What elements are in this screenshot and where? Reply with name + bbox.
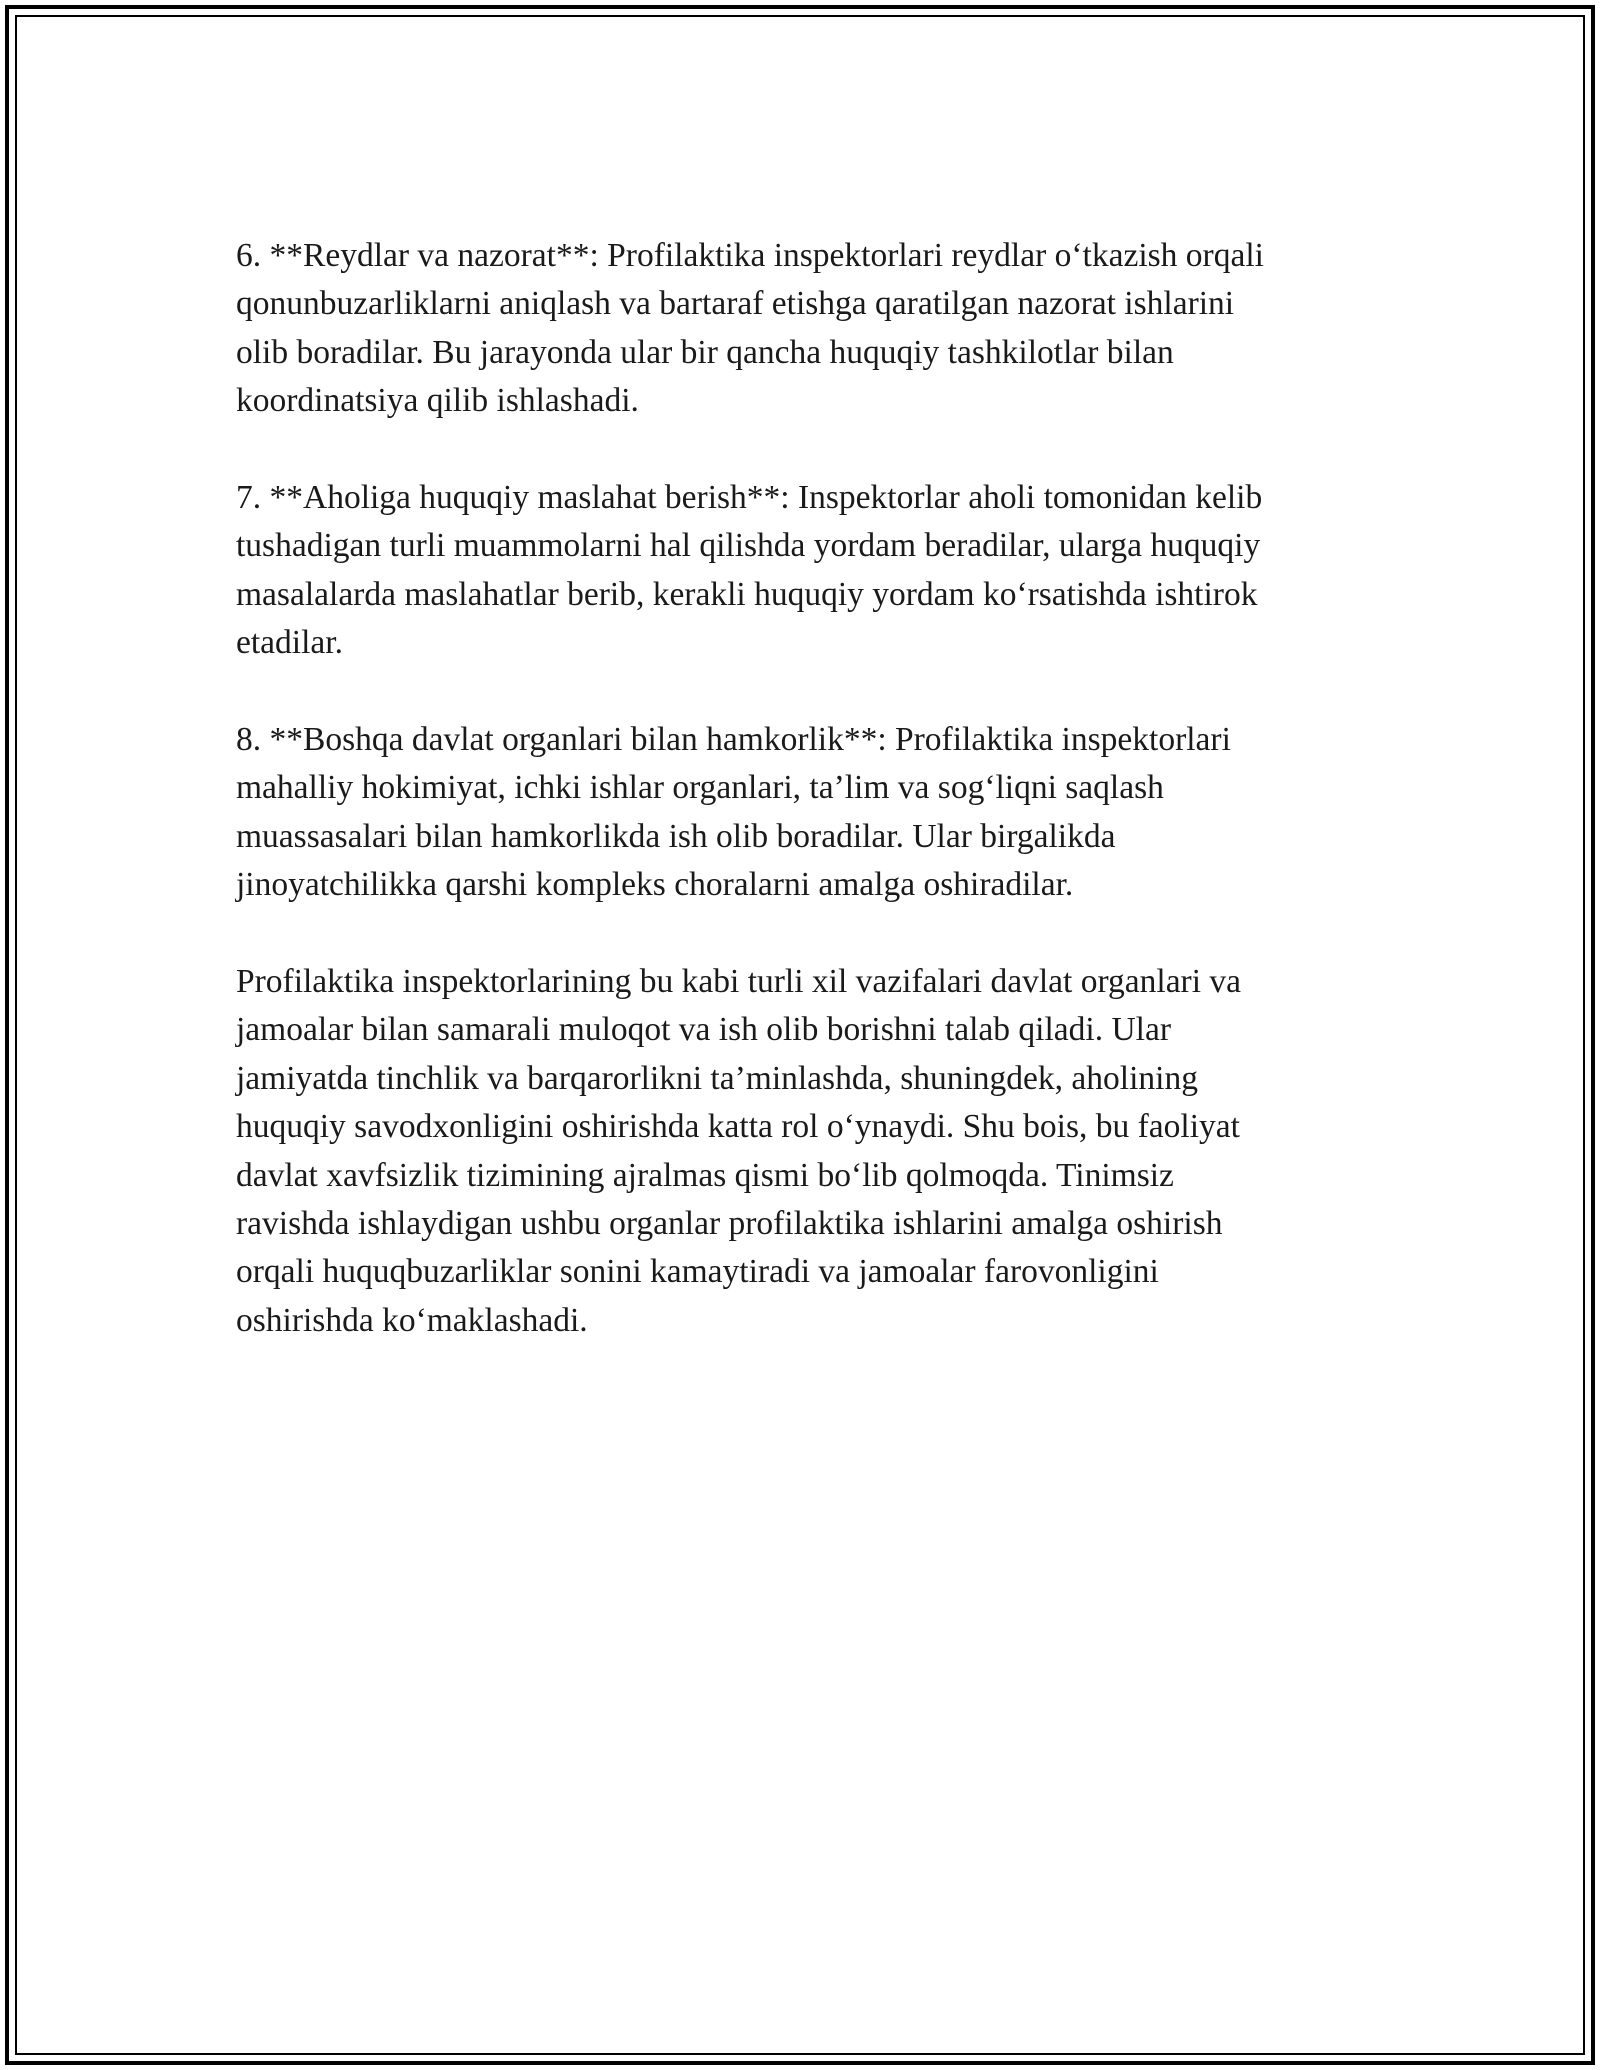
paragraph-raids-and-control bbox=[236, 232, 1386, 426]
paragraph-line: 6. **Reydlar va nazorat**: Profilaktika inspektorlari reydlar o‘tkazish orqali bbox=[236, 237, 1264, 274]
paragraph-line: 7. **Aholiga huquqiy maslahat berish**: Inspektorlar aholi tomonidan kelib bbox=[236, 479, 1263, 517]
paragraph-line: muassasalari bilan hamkorlikda ish olib boradilar. Ular birgalikda bbox=[236, 817, 1116, 855]
paragraph-line: tushadigan turli muammolarni hal qilishda yordam beradilar, ularga huquqiy bbox=[236, 527, 1261, 565]
paragraph-line: huquqiy savodxonligini oshirishda katta rol o‘ynaydi. Shu bois, bu faoliyat bbox=[236, 1108, 1240, 1146]
paragraph-line: masalalarda maslahatlar berib, kerakli huquqiy yordam ko‘rsatishda ishtirok bbox=[236, 575, 1258, 613]
paragraph-line: davlat xavfsizlik tizimining ajralmas qismi bo‘lib qolmoqda. Tinimsiz bbox=[236, 1156, 1174, 1194]
paragraph-conclusion bbox=[236, 958, 1386, 1345]
paragraph-line: etadilar. bbox=[236, 624, 343, 662]
paragraph-legal-advice bbox=[236, 474, 1386, 668]
paragraph-line: koordinatsiya qilib ishlashadi. bbox=[236, 382, 639, 420]
paragraph-line: qonunbuzarliklarni aniqlash va bartaraf etishga qaratilgan nazorat ishlarini bbox=[236, 285, 1235, 323]
paragraph-line: ravishda ishlaydigan ushbu organlar profilaktika ishlarini amalga oshirish bbox=[236, 1205, 1223, 1243]
paragraph-line: mahalliy hokimiyat, ichki ishlar organlari, ta’lim va sog‘liqni saqlash bbox=[236, 769, 1164, 807]
paragraph-line: oshirishda ko‘maklashadi. bbox=[236, 1301, 588, 1339]
document-body bbox=[236, 232, 1386, 1394]
paragraph-line: Profilaktika inspektorlarining bu kabi turli xil vazifalari davlat organlari va bbox=[236, 963, 1242, 1001]
paragraph-cooperation bbox=[236, 716, 1386, 910]
paragraph-line: jamoalar bilan samarali muloqot va ish olib borishni talab qiladi. Ular bbox=[236, 1011, 1171, 1049]
paragraph-line: 8. **Boshqa davlat organlari bilan hamkorlik**: Profilaktika inspektorlari bbox=[236, 721, 1231, 759]
paragraph-line: jinoyatchilikka qarshi kompleks choralarni amalga oshiradilar. bbox=[236, 866, 1074, 904]
paragraph-line: jamiyatda tinchlik va barqarorlikni ta’minlashda, shuningdek, aholining bbox=[236, 1059, 1198, 1097]
paragraph-line: olib boradilar. Bu jarayonda ular bir qancha huquqiy tashkilotlar bilan bbox=[236, 333, 1174, 371]
paragraph-line: orqali huquqbuzarliklar sonini kamaytiradi va jamoalar farovonligini bbox=[236, 1253, 1159, 1291]
